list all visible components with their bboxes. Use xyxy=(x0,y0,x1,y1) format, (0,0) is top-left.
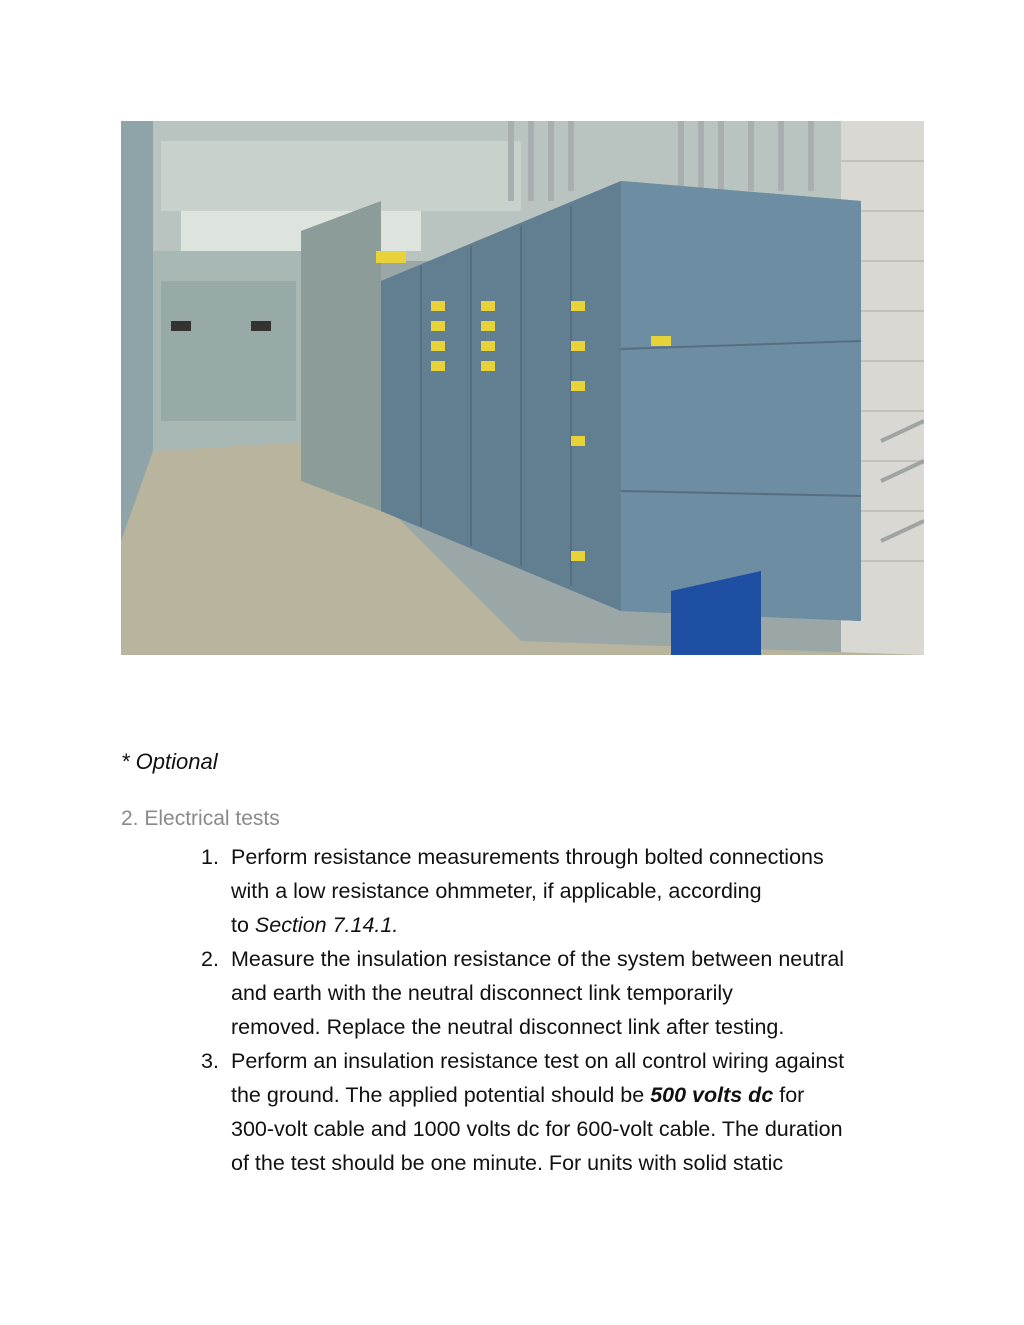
list-item-line: of the test should be one minute. For units with solid static xyxy=(231,1151,784,1175)
switchgear-photo xyxy=(121,121,924,655)
list-item xyxy=(201,840,921,942)
list-item-line: 300-volt cable and 1000 volts dc for 600-volt cable. The duration xyxy=(231,1117,843,1141)
list-item-line: and earth with the neutral disconnect link temporarily xyxy=(231,981,733,1005)
list-item-line: Measure the insulation resistance of the system between neutral xyxy=(231,947,845,971)
list-item-number: 1. xyxy=(201,845,219,869)
list-item-text: to xyxy=(231,913,255,937)
list-item-line xyxy=(231,1078,921,1112)
list-item-line: Perform resistance measurements through bolted connections xyxy=(231,845,824,869)
list-item-text: the ground. The applied potential should be xyxy=(231,1083,651,1107)
list-item xyxy=(201,942,921,1044)
section-reference: Section 7.14.1. xyxy=(254,913,399,937)
list-item-line: with a low resistance ohmmeter, if applicable, according xyxy=(231,879,762,903)
list-item-number: 2. xyxy=(201,947,219,971)
list-item xyxy=(201,1044,921,1180)
list-item-line xyxy=(231,908,921,942)
list-item-line: Perform an insulation resistance test on all control wiring against xyxy=(231,1049,845,1073)
list-item-line: removed. Replace the neutral disconnect link after testing. xyxy=(231,1015,785,1039)
switchgear-illustration xyxy=(121,121,924,655)
optional-note: * Optional xyxy=(121,749,218,774)
list-item-text: for xyxy=(773,1083,805,1107)
voltage-emphasis: 500 volts dc xyxy=(650,1083,774,1107)
list-item-number: 3. xyxy=(201,1049,219,1073)
section-heading: 2. Electrical tests xyxy=(121,807,280,830)
electrical-tests-list xyxy=(201,840,921,1180)
